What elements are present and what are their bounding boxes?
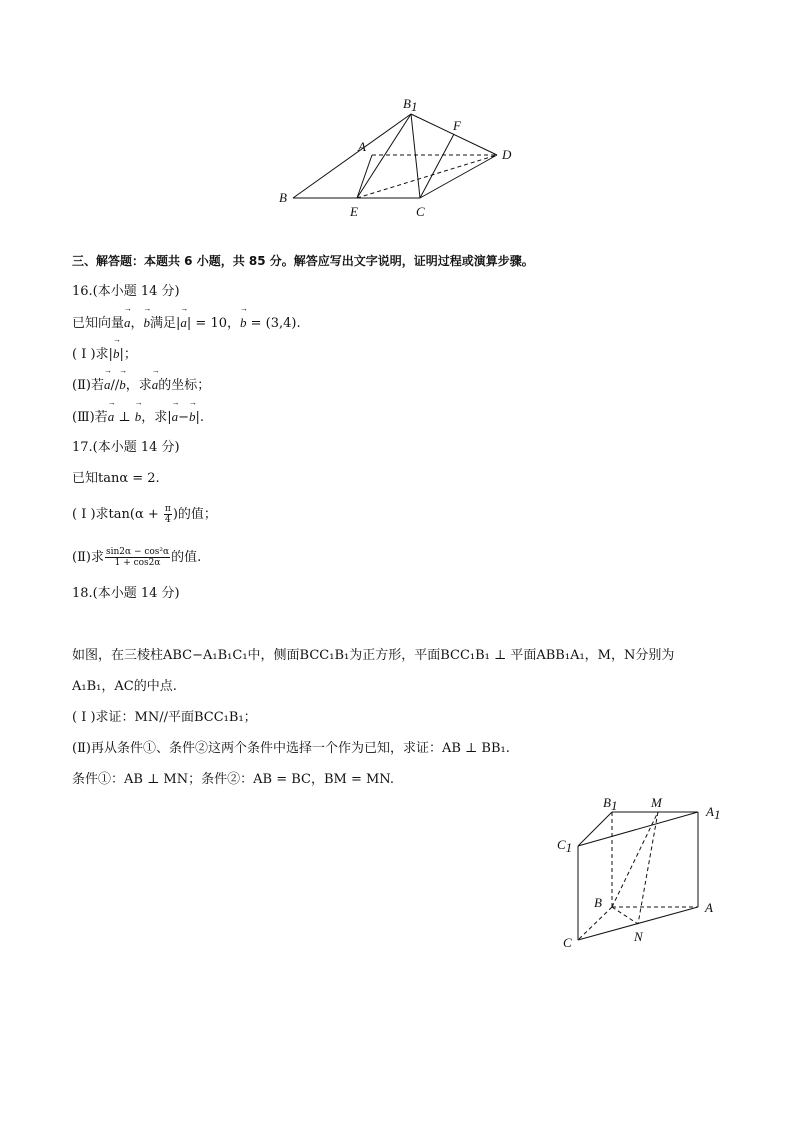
q18-part2: (Ⅱ)再从条件①、条件②这两个条件中选择一个作为已知，求证：AB ⊥ BB₁. [72,741,510,756]
edge-B1C [411,114,420,198]
q17-part2: (Ⅱ)求 $\frac{\text{sin2α − cos²α}}{1 + \cos 2\alpha}$ 的值. [72,547,202,568]
label-D: D [502,147,512,162]
q16-part3: (Ⅲ)若→ a ⊥ → b，求|→ a−→ b|. [72,408,204,427]
label-C: C [416,204,425,219]
q17-header: 17.(本小题 14 分) [72,440,180,455]
edge-B1E [357,114,411,198]
prism-figure-2 [550,792,730,952]
edge-C1A1 [578,812,698,846]
section-title: 三、解答题：本题共 6 小题，共 85 分。解答应写出文字说明，证明过程或演算步骤。 [72,254,534,268]
label-B: B [279,190,287,205]
label-B: B [594,895,602,910]
q18-stem-line1: 如图，在三棱柱ABC−A₁B₁C₁中，侧面BCC₁B₁为正方形，平面BCC₁B₁ ⊥ 平面ABB₁A₁，M，N分别为 [72,648,675,663]
q18-conditions: 条件①：AB ⊥ MN；条件②：AB = BC，BM = MN. [72,772,394,787]
label-M: M [651,795,662,810]
q17-stem: 已知tanα = 2. [72,471,160,486]
q16-part2: (Ⅱ)若→ a//→ b，求→ a的坐标； [72,376,210,395]
label-A: A [358,139,366,154]
edge-AE [357,155,372,198]
label-N: N [634,929,643,944]
edge-BB1 [293,114,411,198]
dashed-BM [612,812,658,907]
q18-stem-line2: A₁B₁，AC的中点. [72,679,177,694]
label-F: F [453,118,461,133]
q16-header: 16.(本小题 14 分) [72,284,180,299]
q16-part1: ( Ⅰ )求|→ b|； [72,345,137,364]
label-A1: A1 [706,804,721,822]
q18-header: 18.(本小题 14 分) [72,586,180,601]
label-B1: B1 [603,795,618,813]
label-B1: B1 [403,96,418,114]
q16-stem: 已知向量→ a，→ b满足|→ a| = 10，→ b = (3,4). [72,314,301,333]
label-C: C [563,935,572,950]
label-E: E [350,204,358,219]
dashed-ED [357,155,497,198]
q17-part1: ( Ⅰ )求tan(α + $\frac{\pi}{4}$ )的值； [72,504,217,525]
label-C1: C1 [557,837,573,855]
dashed-BN [612,907,638,924]
q18-part1: ( Ⅰ )求证：MN//平面BCC₁B₁； [72,710,257,725]
geometry-figure-1 [270,92,530,224]
label-A: A [705,900,713,915]
